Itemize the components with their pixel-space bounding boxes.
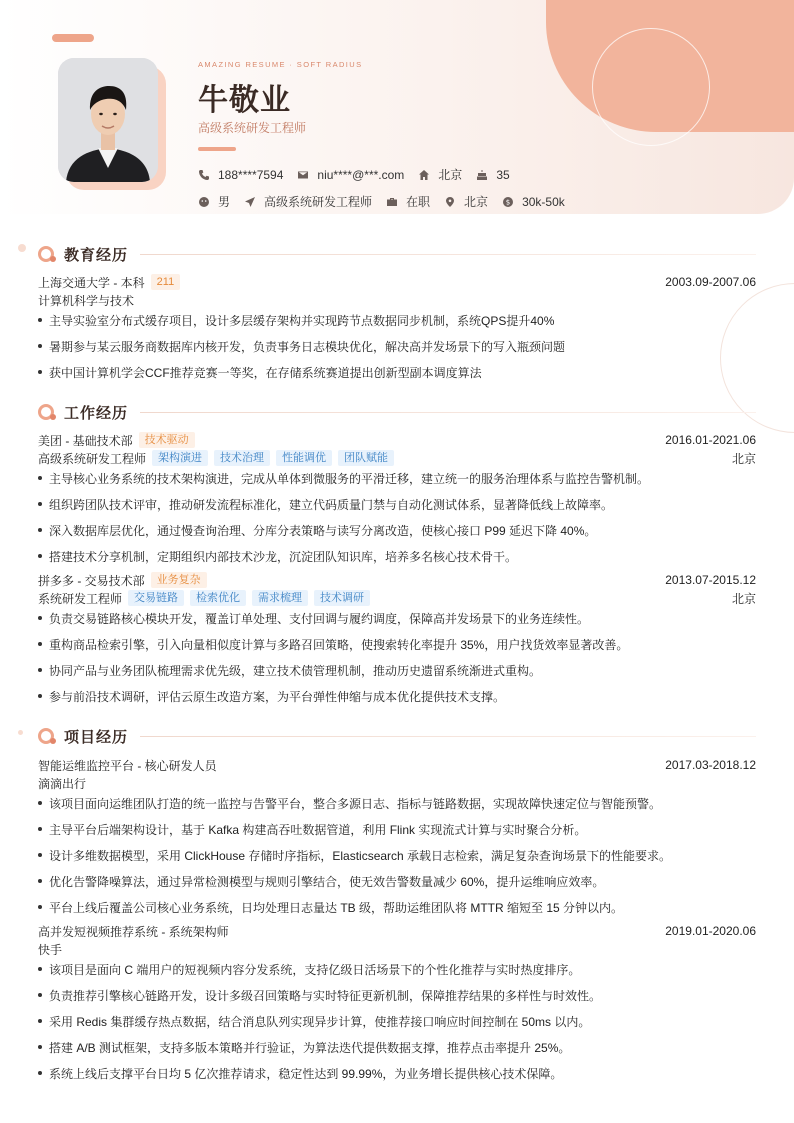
list-item: 暑期参与某云服务商数据库内核开发，负责事务日志模块优化，解决高并发场景下的写入瓶颈问题 — [38, 337, 756, 355]
mail-icon — [297, 169, 309, 181]
resume-eyebrow: AMAZING RESUME · SOFT RADIUS — [198, 60, 363, 69]
job-role: 高级系统研发工程师 — [38, 451, 147, 466]
skill-tag: 性能调优 — [276, 450, 332, 466]
list-item: 该项目是面向 C 端用户的短视频内容分发系统，支持亿级日活场景下的个性化推荐与实时热度排序。 — [38, 960, 756, 978]
list-item: 负责推荐引擎核心链路开发，设计多级召回策略与实时特征更新机制，保障推荐结果的多样性与时效性。 — [38, 986, 756, 1004]
list-item: 主导平台后端架构设计，基于 Kafka 构建高吞吐数据管道，利用 Flink 实现流式计算与实时聚合分析。 — [38, 820, 756, 838]
school-name: 上海交通大学 - 本科 — [38, 275, 145, 290]
work-role-row — [38, 449, 756, 467]
list-item: 系统上线后支撑平台日均 5 亿次推荐请求，稳定性达到 99.99%，为业务增长提供核心技术保障。 — [38, 1064, 756, 1082]
status-info — [386, 193, 430, 210]
list-item: 采用 Redis 集群缓存热点数据，结合消息队列实现异步计算，使推荐接口响应时间控制在 50ms 以内。 — [38, 1012, 756, 1030]
list-item: 协同产品与业务团队梳理需求优先级，建立技术债管理机制，推动历史遗留系统渐进式重构。 — [38, 661, 756, 679]
skill-tag: 技术调研 — [314, 590, 370, 606]
decorative-ring — [592, 28, 710, 146]
education-date: 2003.09-2007.06 — [665, 275, 756, 289]
location-info — [444, 193, 488, 210]
education-section-title: 教育经历 — [38, 244, 756, 264]
list-item: 平台上线后覆盖公司核心业务系统，日均处理日志量达 TB 级，帮助运维团队将 MTTR 缩短至 15 分钟以内。 — [38, 898, 756, 916]
project-date: 2017.03-2018.12 — [665, 758, 756, 772]
list-item: 设计多维数据模型，采用 ClickHouse 存储时序指标，Elasticsearch 承载日志检索，满足复杂查询场景下的性能要求。 — [38, 846, 756, 864]
major: 计算机科学与技术 — [38, 293, 135, 308]
skill-tag: 检索优化 — [190, 590, 246, 606]
work-date: 2016.01-2021.06 — [665, 433, 756, 447]
location-text: 北京 — [464, 195, 489, 209]
section-divider — [140, 254, 756, 255]
accent-bar — [52, 34, 94, 42]
skill-tag: 团队赋能 — [338, 450, 394, 466]
magnifier-icon — [38, 244, 58, 264]
work-entry-header — [38, 431, 756, 449]
user-icon — [198, 196, 210, 208]
skill-tag: 需求梳理 — [252, 590, 308, 606]
work-city: 北京 — [731, 451, 756, 466]
gender-info — [198, 193, 230, 210]
company-name: 拼多多 - 交易技术部 — [38, 573, 145, 588]
email-text: niu****@***.com — [317, 167, 405, 182]
project-org: 快手 — [38, 942, 63, 957]
company-tag: 技术驱动 — [139, 432, 195, 448]
project-org: 滴滴出行 — [38, 776, 87, 791]
decorative-dot — [18, 244, 26, 252]
skill-tag: 架构演进 — [152, 450, 208, 466]
age-info — [476, 168, 509, 182]
phone-text: 188****7594 — [218, 167, 284, 182]
work-entry-header — [38, 571, 756, 589]
list-item: 参与前沿技术调研，评估云原生改造方案，为平台弹性伸缩与成本优化提供技术支撑。 — [38, 687, 756, 705]
project-org-row — [38, 940, 756, 958]
education-entry-header — [38, 273, 756, 291]
title-underline — [198, 147, 236, 151]
project-entry-header — [38, 756, 756, 774]
project-name: 高并发短视频推荐系统 - 系统架构师 — [38, 924, 229, 939]
briefcase-icon — [386, 196, 398, 208]
education-major-row — [38, 291, 756, 309]
list-item: 负责交易链路核心模块开发，覆盖订单处理、支付回调与履约调度，保障高并发场景下的业务连续性。 — [38, 609, 756, 627]
svg-text:$: $ — [505, 198, 511, 207]
gender-text: 男 — [218, 195, 231, 209]
phone-info — [198, 168, 283, 182]
work-section-title: 工作经历 — [38, 402, 756, 422]
position-text: 高级系统研发工程师 — [264, 195, 373, 209]
location-pin-icon — [444, 196, 456, 208]
email-info — [297, 168, 404, 182]
age-text: 35 — [496, 167, 510, 182]
section-divider — [140, 412, 756, 413]
project-name: 智能运维监控平台 - 核心研发人员 — [38, 758, 217, 773]
profile-row — [198, 193, 579, 210]
list-item: 搭建技术分享机制，定期组织内部技术沙龙，沉淀团队知识库，培养多名核心技术骨干。 — [38, 547, 756, 565]
list-item: 获中国计算机学会CCF推荐竞赛一等奖，在存储系统赛道提出创新型副本调度算法 — [38, 363, 756, 381]
profile-photo — [58, 58, 158, 182]
contact-row — [198, 166, 524, 183]
magnifier-icon — [38, 402, 58, 422]
project-date: 2019.01-2020.06 — [665, 924, 756, 938]
school-tag: 211 — [151, 274, 181, 290]
city-text: 北京 — [438, 168, 463, 182]
cake-icon — [476, 169, 488, 181]
list-item: 搭建 A/B 测试框架，支持多版本策略并行验证，为算法迭代提供数据支撑，推荐点击率提升 25%。 — [38, 1038, 756, 1056]
project-entry-header — [38, 922, 756, 940]
work-city: 北京 — [731, 591, 756, 606]
decorative-dot — [18, 730, 23, 735]
skill-tag: 交易链路 — [128, 590, 184, 606]
city-info — [418, 166, 462, 183]
salary-text: 30k-50k — [522, 194, 565, 209]
candidate-title: 高级系统研发工程师 — [198, 121, 307, 135]
job-role: 系统研发工程师 — [38, 591, 123, 606]
phone-icon — [198, 169, 210, 181]
list-item: 重构商品检索引擎，引入向量相似度计算与多路召回策略，使搜索转化率提升 35%，用户找货效率显著改善。 — [38, 635, 756, 653]
candidate-name: 牛敬业 — [198, 84, 291, 117]
work-date: 2013.07-2015.12 — [665, 573, 756, 587]
home-icon — [418, 169, 430, 181]
list-item: 优化告警降噪算法，通过异常检测模型与规则引擎结合，使无效告警数量减少 60%，提升运维响应效率。 — [38, 872, 756, 890]
status-text: 在职 — [406, 195, 431, 209]
list-item: 主导核心业务系统的技术架构演进，完成从单体到微服务的平滑迁移，建立统一的服务治理体系与监控告警机制。 — [38, 469, 756, 487]
position-info — [244, 193, 372, 210]
money-icon — [502, 196, 514, 208]
work-role-row — [38, 589, 756, 607]
send-icon — [244, 196, 256, 208]
list-item: 深入数据库层优化，通过慢查询治理、分库分表策略与读写分离改造，使核心接口 P99 延迟下降 40%。 — [38, 521, 756, 539]
salary-info — [502, 195, 565, 209]
project-section-title: 项目经历 — [38, 726, 756, 746]
project-org-row — [38, 774, 756, 792]
company-tag: 业务复杂 — [151, 572, 207, 588]
list-item: 主导实验室分布式缓存项目，设计多层缓存架构并实现跨节点数据同步机制，系统QPS提升40% — [38, 311, 756, 329]
company-name: 美团 - 基础技术部 — [38, 433, 133, 448]
magnifier-icon — [38, 726, 58, 746]
resume-header — [0, 0, 794, 214]
skill-tag: 技术治理 — [214, 450, 270, 466]
list-item: 组织跨团队技术评审，推动研发流程标准化，建立代码质量门禁与自动化测试体系，显著降低线上故障率。 — [38, 495, 756, 513]
list-item: 该项目面向运维团队打造的统一监控与告警平台，整合多源日志、指标与链路数据，实现故障快速定位与智能预警。 — [38, 794, 756, 812]
section-divider — [140, 736, 756, 737]
